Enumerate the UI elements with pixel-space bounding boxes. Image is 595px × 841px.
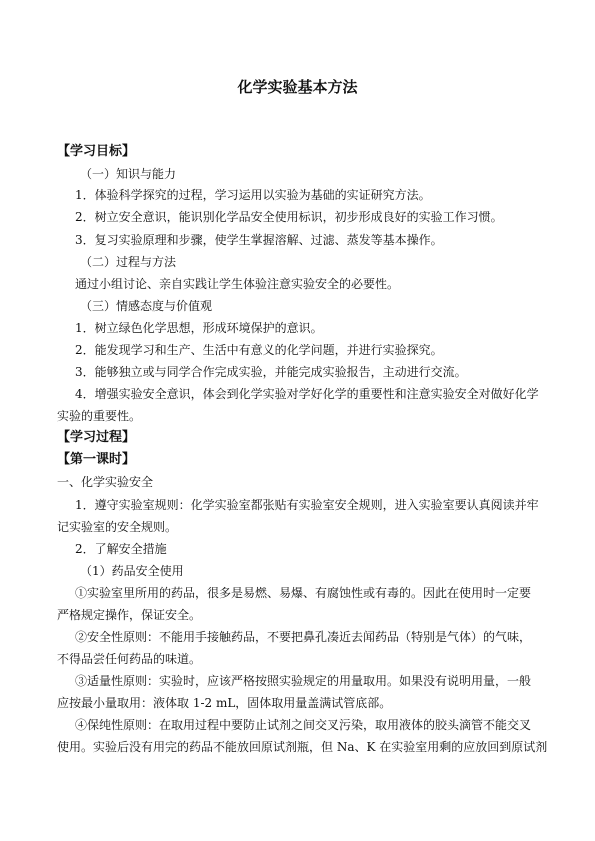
paragraph-line: ①实验室里所用的药品，很多是易燃、易爆、有腐蚀性或有毒的。因此在使用时一定要 [75, 586, 532, 600]
section-heading-lesson-one: 【第一课时】 [57, 452, 136, 467]
paragraph-line: ②安全性原则：不能用手接触药品，不要把鼻孔凑近去闻药品（特别是气体）的气味， [75, 630, 532, 644]
paragraph-line: 不得品尝任何药品的味道。 [57, 652, 202, 666]
subheading-process: （二）过程与方法 [80, 255, 177, 269]
paragraph-line: 2．了解安全措施 [75, 542, 167, 556]
paragraph-line: 严格规定操作，保证安全。 [57, 608, 202, 622]
section-heading-process: 【学习过程】 [57, 430, 136, 445]
paragraph-line: （1）药品安全使用 [80, 564, 184, 578]
paragraph-line: 记实验室的安全规则。 [57, 520, 178, 534]
paragraph-line: 1．遵守实验室规则：化学实验室都张贴有实验室安全规则，进入实验室要认真阅读并牢 [75, 498, 539, 512]
paragraph-line: 一、化学实验安全 [57, 475, 154, 489]
paragraph-line: 使用。实验后没有用完的药品不能放回原试剂瓶，但 Na、K 在实验室用剩的应放回到原试剂 [57, 740, 548, 754]
subheading-attitude: （三）情感态度与价值观 [80, 299, 213, 313]
subheading-knowledge: （一）知识与能力 [80, 167, 177, 181]
paragraph-line: 4．增强实验安全意识，体会到化学实验对学好化学的重要性和注意实验安全对做好化学 [75, 387, 539, 401]
paragraph-line: 2．树立安全意识，能识别化学品安全使用标识，初步形成良好的实验工作习惯。 [75, 210, 503, 224]
paragraph-line: 实验的重要性。 [57, 409, 142, 423]
paragraph-line: 1．树立绿色化学思想，形成环境保护的意识。 [75, 321, 323, 335]
document-title: 化学实验基本方法 [237, 78, 358, 96]
paragraph-line: 3．能够独立或与同学合作完成实验，并能完成实验报告，主动进行交流。 [75, 365, 467, 379]
paragraph-line: 通过小组讨论、亲自实践让学生体验注意实验安全的必要性。 [75, 277, 400, 291]
paragraph-line: 1．体验科学探究的过程，学习运用以实验为基础的实证研究方法。 [75, 188, 431, 202]
section-heading-objectives: 【学习目标】 [57, 144, 136, 159]
paragraph-line: 3．复习实验原理和步骤，使学生掌握溶解、过滤、蒸发等基本操作。 [75, 233, 443, 247]
paragraph-line: 2．能发现学习和生产、生活中有意义的化学问题，并进行实验探究。 [75, 343, 443, 357]
paragraph-line: ④保纯性原则：在取用过程中要防止试剂之间交叉污染，取用液体的胶头滴管不能交叉 [75, 718, 532, 732]
paragraph-line: 应按最小量取用：液体取 1-2 mL，固体取用量盖满试管底部。 [57, 696, 392, 710]
paragraph-line: ③适量性原则：实验时，应该严格按照实验规定的用量取用。如果没有说明用量，一般 [75, 674, 532, 688]
